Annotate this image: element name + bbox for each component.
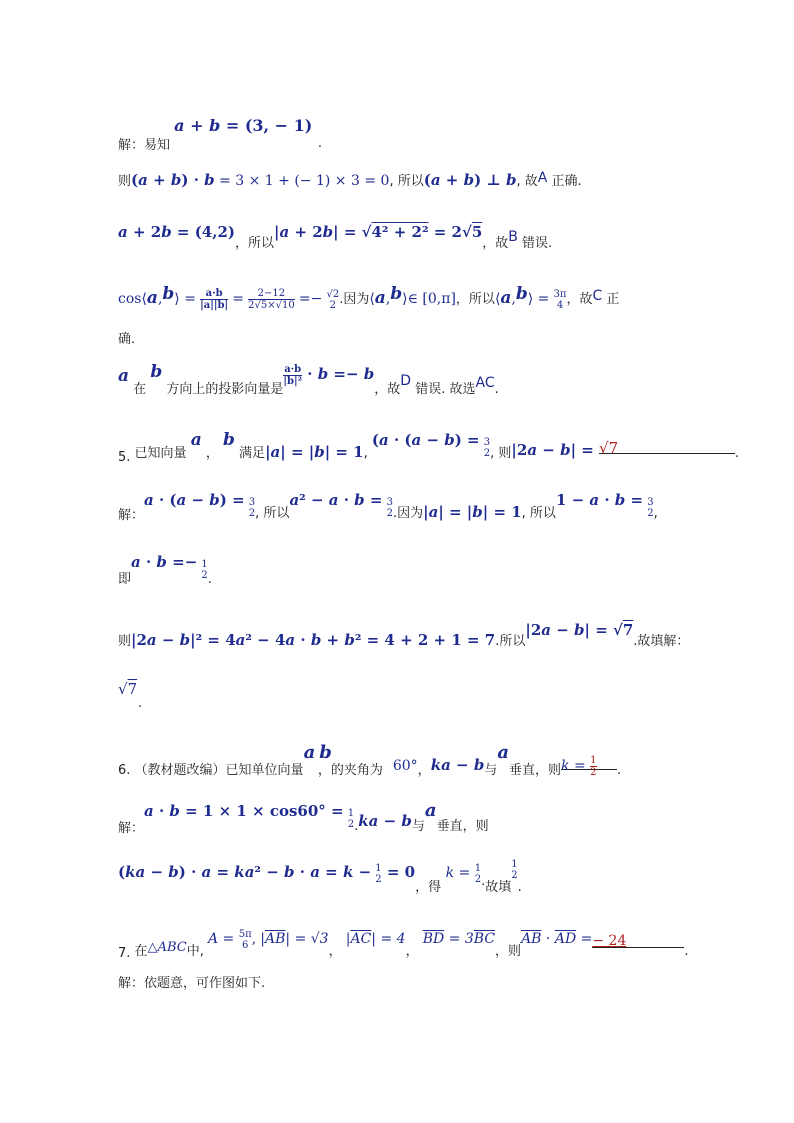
stem-text: 满足 <box>239 446 266 461</box>
period: . <box>354 819 359 834</box>
expr-norm: |a + 2b| = √4² + 2² = 2√5 <box>274 223 483 241</box>
stem-text: ，则 <box>495 944 522 959</box>
period: . <box>317 136 323 151</box>
text-suoyi: .所以 <box>495 634 526 649</box>
text-gu: , 故 <box>516 174 538 189</box>
text-zheng: 正 <box>602 292 620 307</box>
text-correct: 正确. <box>547 174 582 189</box>
expr-a-plus-b: a + b = (3, − 1) <box>174 116 318 135</box>
sol4-line-1 <box>118 116 323 153</box>
problem-5: 5. 已知向量 a ， b 满足|a| = |b| = 1, (a · (a − b) = 3 2 , 则|2a − b| = √7 . <box>118 430 740 465</box>
answer-text: √7 <box>599 439 619 457</box>
sol5-line-3: 则|2a − b|² = 4a² − 4a · b + b² = 4 + 2 + 1 = 7.所以|2a − b| = √7.故填解： <box>118 621 690 649</box>
sol4-line-3 <box>118 222 553 251</box>
expr-dot-product: (a + b) · b <box>131 171 215 189</box>
label-jie: 解： <box>118 508 145 523</box>
frac-proj: $\frac{a\cdot b}{\text{|b|²}}$ <box>283 364 303 387</box>
expr-a-plus-2b: a + 2b = (4,2) <box>118 223 235 241</box>
label-ji: 即 <box>118 572 132 587</box>
sol6-line-1: 解：a · b = 1 × 1 × cos60° = 1 2 .ka − b与a垂直，则 <box>118 800 489 836</box>
text-zai: 在 <box>133 382 147 397</box>
stem-text: ，的夹角为 <box>317 763 383 778</box>
frac-3pi4: 3π 4 <box>553 288 567 311</box>
problem-number: 5. <box>118 450 131 465</box>
label-jie: 解： <box>118 821 145 836</box>
label-ze: 则 <box>118 174 132 189</box>
text-gu: ，故 <box>482 236 509 251</box>
option-d: D <box>400 373 412 389</box>
option-b: B <box>508 229 518 245</box>
vec-a: a <box>424 800 437 821</box>
problem-number: 7. <box>118 946 131 961</box>
text-suoyi: , 所以 <box>521 506 556 521</box>
text-projection: 方向上的投影向量是 <box>166 382 284 397</box>
vec-a: a <box>497 742 510 763</box>
text-suoyi: , 所以 <box>389 174 424 189</box>
comma: , <box>653 506 658 521</box>
sol4-line-2: 则(a + b) · b = 3 × 1 + (− 1) × 3 = 0, 所以(a + b) ⊥ b, 故A 正确. <box>118 170 582 189</box>
text-gu: ，故 <box>374 382 401 397</box>
answer-text: − 24 <box>592 933 627 949</box>
frac-3-2: 3 2 <box>483 436 491 459</box>
period: . <box>494 382 499 397</box>
text-de: ，得 <box>415 880 442 895</box>
stem-text: , 则 <box>490 446 512 461</box>
stem-text: 已知向量 <box>134 446 187 461</box>
frac-root2: √2 2 <box>326 288 340 311</box>
period: . <box>207 572 212 587</box>
option-a: A <box>537 170 548 186</box>
answer-blank[interactable]: k = $\frac{1}{2}$ <box>561 755 617 770</box>
vec-b: b <box>319 742 332 763</box>
text-yu: 与 <box>411 819 425 834</box>
period: . <box>617 763 622 778</box>
stem-text: 垂直，则 <box>509 763 562 778</box>
text-suoyi: ，所以 <box>455 292 495 307</box>
frac-num: $\frac{2-12}{2√5\times√10}$ <box>248 288 295 311</box>
text-perp: 垂直，则 <box>436 819 489 834</box>
text-yinwei: .因为 <box>392 506 424 521</box>
period: . <box>481 874 486 889</box>
text-fill: .故填解： <box>633 634 690 649</box>
comma: ， <box>417 763 431 778</box>
label-jie: 解：易知 <box>118 138 171 153</box>
comma: ， <box>205 446 219 461</box>
period: . <box>517 880 522 895</box>
stem-text: 中, <box>186 944 204 959</box>
vec-a: a <box>190 430 202 450</box>
frac-ab: $\frac{a\cdot b}{|a||b|}$ <box>200 288 229 311</box>
text-solution7: 解：依题意，可作图如下. <box>118 976 266 991</box>
stem-text: 在 <box>134 944 148 959</box>
sol6-line-2: (ka − b) · a = ka² − b · a = k − 1 2 = 0，得 k = 1 2 .故填 1 2 . <box>118 858 522 895</box>
sol4-line-6: a 在 b 方向上的投影向量是 $\frac{a\cdot b}{\text{|b|²}}$ · b =− b，故D 错误. 故选AC. <box>118 362 499 397</box>
vec-a: a <box>118 366 130 386</box>
answer-blank[interactable] <box>592 933 684 948</box>
text-yinwei: .因为 <box>339 292 370 307</box>
problem-7: 7. 在△ABC中, A = 5π 6 , $|\overline{AB}| = √3$， $|\overline{AC}| = 4$， $\overline{BD} = 3\overline{BC}$，则$\overline{AB} \cdot \overline{AD} =- 24$. <box>118 928 689 961</box>
stem-text: 与 <box>484 763 498 778</box>
option-c: C <box>592 288 603 304</box>
text-que: 确. <box>118 332 136 347</box>
sol5-line-2: 即a · b =− 1 2 . <box>118 553 212 587</box>
sol7-line-1 <box>118 972 265 991</box>
period: . <box>735 446 740 461</box>
text-wrong-choose: 错误. 故选 <box>411 382 476 397</box>
sol4-line-5 <box>118 328 135 347</box>
vec-a: a <box>303 742 316 763</box>
text-gu: ，故 <box>566 292 593 307</box>
angle-60: 60° <box>392 758 418 774</box>
blank-expr: |2a − b| = <box>511 441 600 459</box>
answer-ac: AC <box>475 375 495 391</box>
text-suoyi: , 所以 <box>255 506 290 521</box>
sol4-line-4: cos⟨a,b⟩ = $\frac{a\cdot b}{|a||b|}$ = $\frac{2-12}{2√5\times√10}$ =− √2 2 .因为⟨a,b⟩∈ [0,π]，所以⟨a,b⟩ = 3π 4 ，故C 正 <box>118 284 620 311</box>
problem-6: 6. （教材题改编）已知单位向量a b，的夹角为 60°，ka − b与a垂直，则k = $\frac{1}{2}$ . <box>118 742 622 778</box>
label-ze: 则 <box>118 634 132 649</box>
text-fill: 故填 <box>485 880 512 895</box>
period: . <box>684 944 689 959</box>
vec-b: b <box>150 362 163 382</box>
text-wrong: 错误. <box>517 236 553 251</box>
text-suoyi: ，所以 <box>235 236 275 251</box>
problem-number: 6. <box>118 763 131 778</box>
period: . <box>138 696 143 711</box>
sol5-line-1: 解：a · (a − b) = 3 2 , 所以a² − a · b = 3 2 .因为|a| = |b| = 1, 所以1 − a · b = 3 2 , <box>118 491 658 523</box>
answer-blank[interactable] <box>599 439 735 457</box>
sol5-line-4: √7 . <box>118 680 143 711</box>
vec-b: b <box>223 430 235 450</box>
expr-perp: (a + b) ⊥ b <box>423 171 517 189</box>
stem-text: （教材题改编）已知单位向量 <box>134 763 304 778</box>
